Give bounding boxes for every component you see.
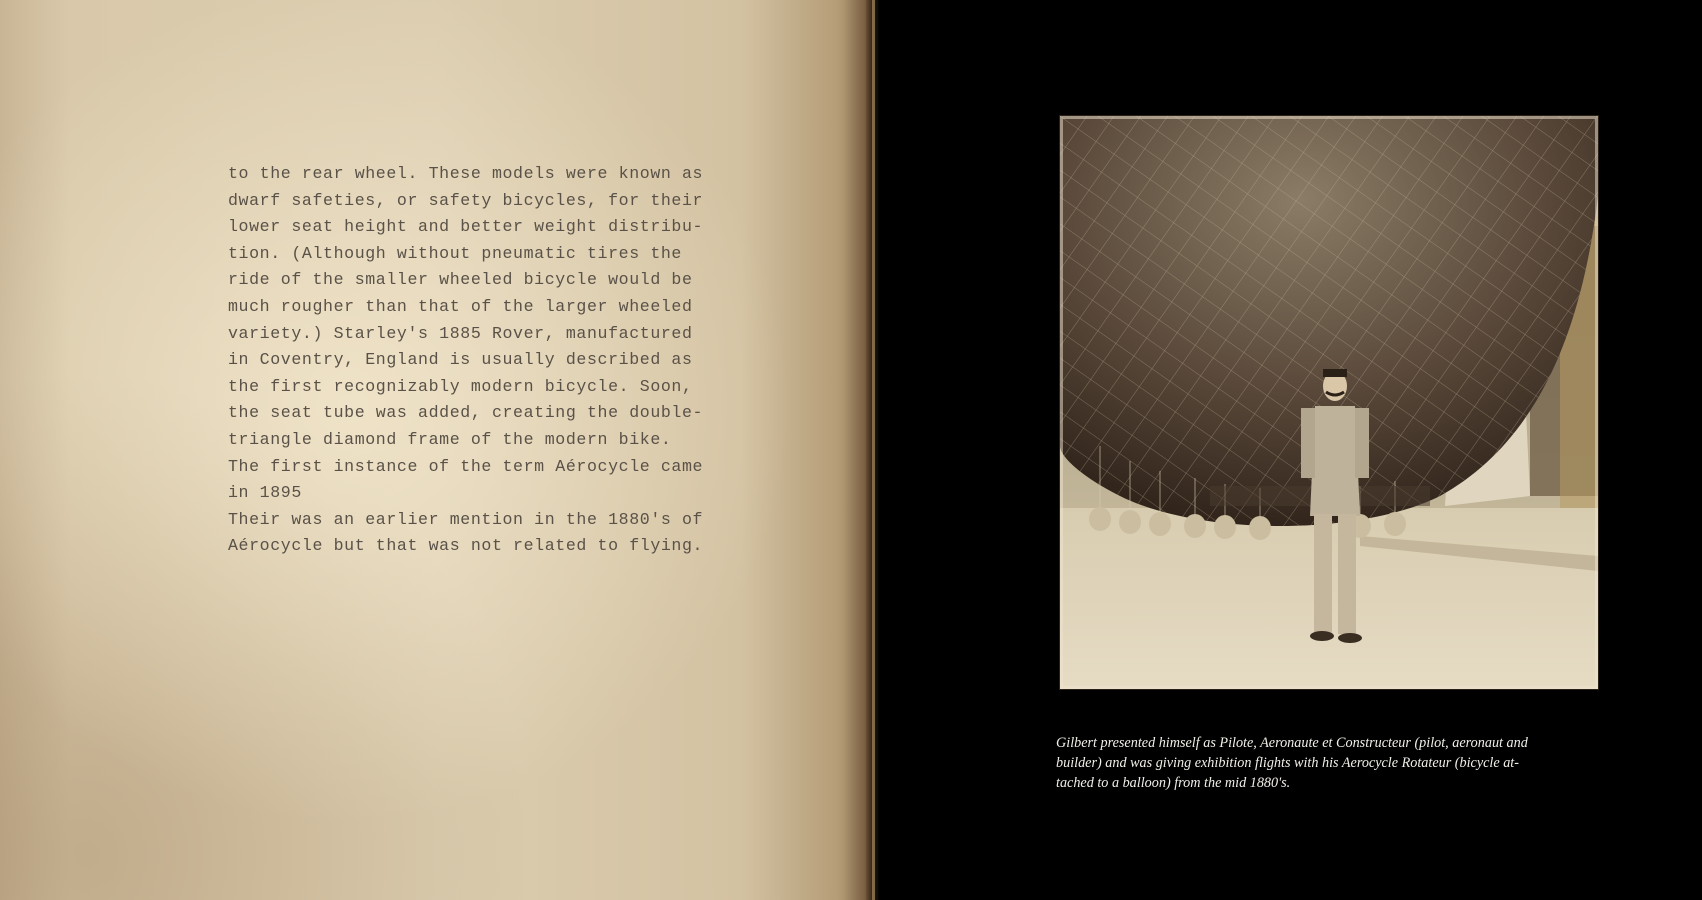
text-line: Their was an earlier mention in the 1880's of — [228, 509, 704, 529]
text-line: the seat tube was added, creating the double- — [228, 403, 704, 423]
text-line: Aérocycle but that was not related to flying. — [228, 536, 704, 556]
text-line: to the rear wheel. These models were known as — [228, 164, 704, 183]
text-line: variety.) Starley's 1885 Rover, manufactured — [228, 323, 693, 343]
caption-line: builder) and was giving exhibition flights with his Aerocycle Rotateur (bicycle at- — [1056, 755, 1519, 771]
text-line: dwarf safeties, or safety bicycles, for their — [228, 190, 704, 210]
photo-caption — [1056, 733, 1604, 793]
typewritten-text-block — [228, 161, 773, 560]
balloon-photograph — [1060, 116, 1598, 689]
text-line: ride of the smaller wheeled bicycle would be — [228, 270, 693, 290]
text-line: triangle diamond frame of the modern bike. — [228, 429, 672, 449]
text-line: in Coventry, England is usually described as — [228, 350, 693, 370]
text-line: the first recognizably modern bicycle. Soon, — [228, 376, 693, 396]
page-edge — [872, 0, 875, 900]
text-line: lower seat height and better weight distribu- — [228, 217, 704, 237]
text-line: much rougher than that of the larger wheeled — [228, 296, 693, 316]
caption-line: tached to a balloon) from the mid 1880's. — [1056, 775, 1291, 791]
text-line: The first instance of the term Aérocycle came — [228, 456, 704, 476]
text-line: tion. (Although without pneumatic tires the — [228, 243, 682, 263]
photo-illustration — [1060, 116, 1598, 689]
text-line: in 1895 — [228, 483, 302, 503]
caption-line: Gilbert presented himself as Pilote, Aeronaute et Constructeur (pilot, aeronaut and — [1056, 735, 1528, 751]
